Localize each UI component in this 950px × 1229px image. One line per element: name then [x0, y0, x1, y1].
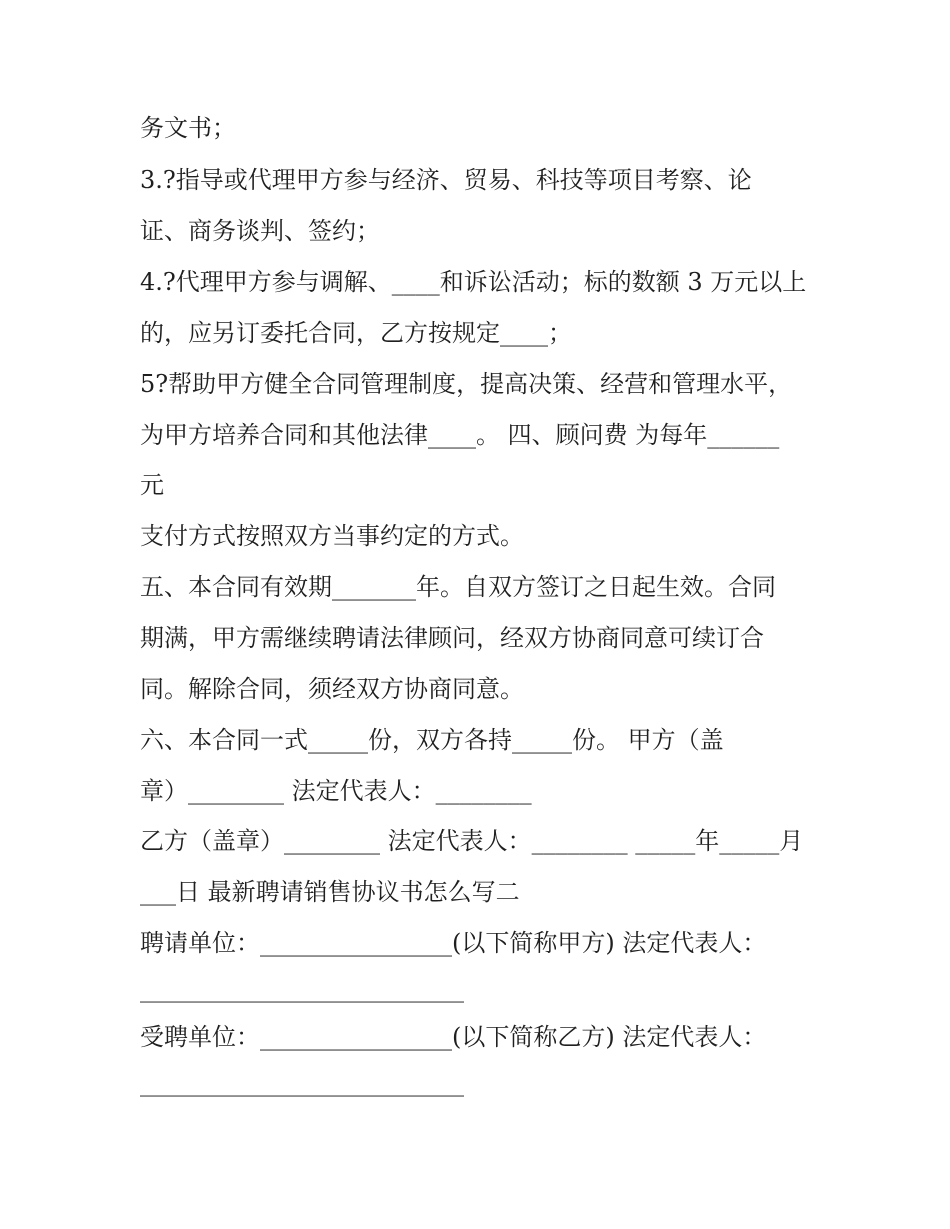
text-line: ___日 最新聘请销售协议书怎么写二 [140, 878, 520, 906]
text-line: 5?帮助甲方健全合同管理制度，提高决策、经营和管理水平， [140, 370, 793, 398]
text-line: 期满，甲方需继续聘请法律顾问，经双方协商同意可续订合 [140, 624, 764, 652]
text-line: 证、商务谈判、签约； [140, 217, 380, 245]
text-line: 为甲方培养合同和其他法律____。 四、顾问费 为每年______ [140, 421, 780, 449]
text-line: 聘请单位：________________(以下简称甲方) 法定代表人： [140, 929, 767, 957]
text-line: 章）________ 法定代表人：________ [140, 777, 532, 805]
text-line: 的，应另订委托合同，乙方按规定____； [140, 319, 572, 347]
text-line: 务文书； [140, 114, 236, 142]
text-line: ___________________________ [140, 1069, 464, 1097]
text-line: 乙方（盖章）________ 法定代表人：________ _____年_____月 [140, 827, 804, 855]
text-line: 五、本合同有效期_______年。自双方签订之日起生效。合同 [140, 573, 776, 601]
text-line: 六、本合同一式_____份，双方各持_____份。 甲方（盖 [140, 726, 724, 754]
text-line: ___________________________ [140, 975, 464, 1003]
text-line: 支付方式按照双方当事约定的方式。 [140, 522, 524, 550]
text-line: 同。解除合同，须经双方协商同意。 [140, 675, 524, 703]
text-line: 受聘单位：________________(以下简称乙方) 法定代表人： [140, 1023, 767, 1051]
text-line: 元 [140, 471, 164, 499]
text-line: 3.?指导或代理甲方参与经济、贸易、科技等项目考察、论 [140, 166, 752, 194]
text-line: 4.?代理甲方参与调解、____和诉讼活动；标的数额 3 万元以上 [140, 268, 807, 296]
